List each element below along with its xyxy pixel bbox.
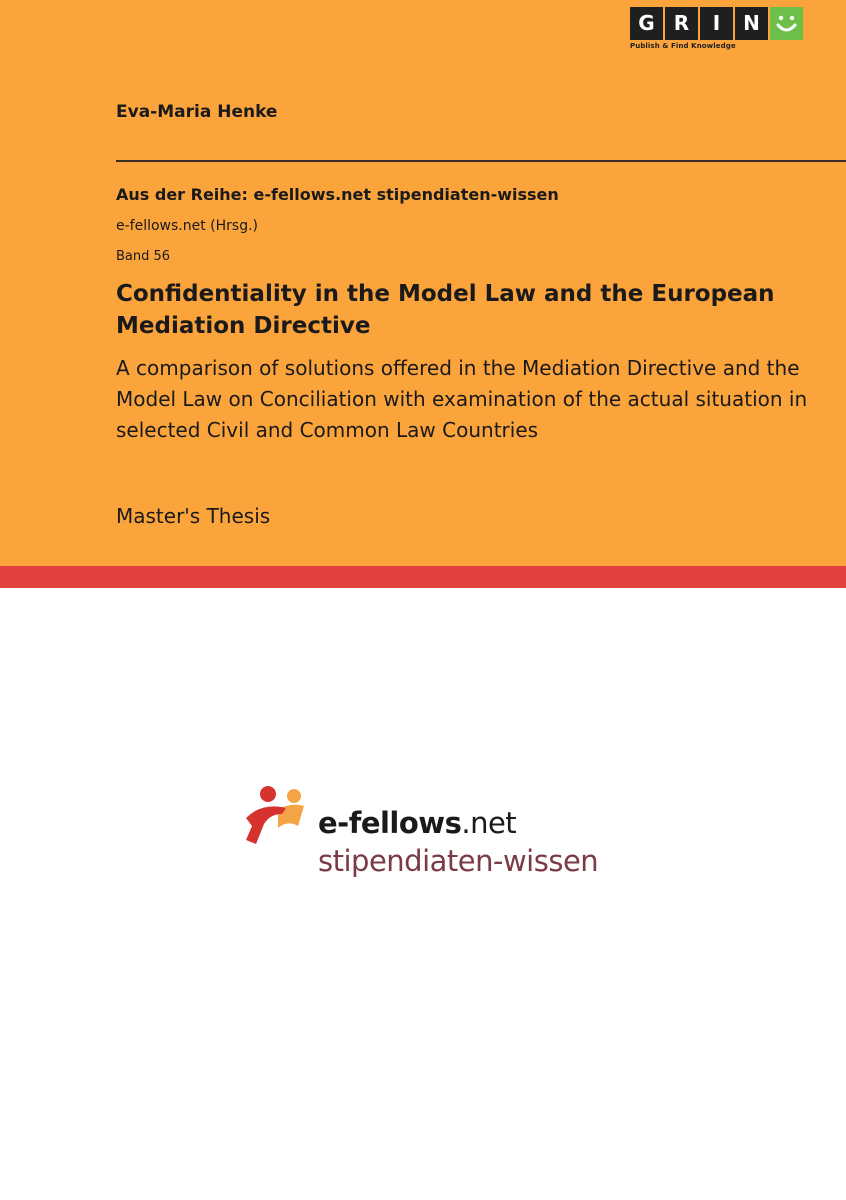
author-name: Eva-Maria Henke bbox=[116, 102, 278, 122]
grin-logo bbox=[630, 7, 808, 53]
book-title: Confidentiality in the Model Law and the European Mediation Directive bbox=[116, 281, 775, 339]
series-volume: Band 56 bbox=[116, 249, 171, 264]
cover-red-stripe bbox=[0, 566, 846, 588]
e-fellows-name bbox=[318, 806, 516, 840]
e-fellows-logo bbox=[240, 770, 640, 890]
e-fellows-subline: stipendiaten-wissen bbox=[318, 844, 599, 878]
book-subtitle: A comparison of solutions offered in the Mediation Directive and the Model Law on Conciliation with examination of the actual situation in selected Civil and Common Law Countries bbox=[116, 356, 808, 442]
grin-tagline: Publish & Find Knowledge bbox=[630, 42, 736, 50]
grin-letter-n: N bbox=[735, 7, 768, 40]
grin-letter-r: R bbox=[665, 7, 698, 40]
e-fellows-figure-icon bbox=[242, 784, 308, 844]
e-fellows-name-bold: e-fellows bbox=[318, 806, 462, 840]
document-type: Master's Thesis bbox=[116, 504, 271, 528]
e-fellows-name-suffix: .net bbox=[461, 806, 517, 840]
series-editor: e-fellows.net (Hrsg.) bbox=[116, 218, 259, 234]
series-line: Aus der Reihe: e-fellows.net stipendiaten-wissen bbox=[116, 185, 559, 204]
grin-letter-g: G bbox=[630, 7, 663, 40]
divider-line bbox=[116, 160, 846, 162]
smiley-icon bbox=[770, 7, 803, 40]
grin-letters bbox=[630, 7, 808, 40]
grin-letter-i: I bbox=[700, 7, 733, 40]
